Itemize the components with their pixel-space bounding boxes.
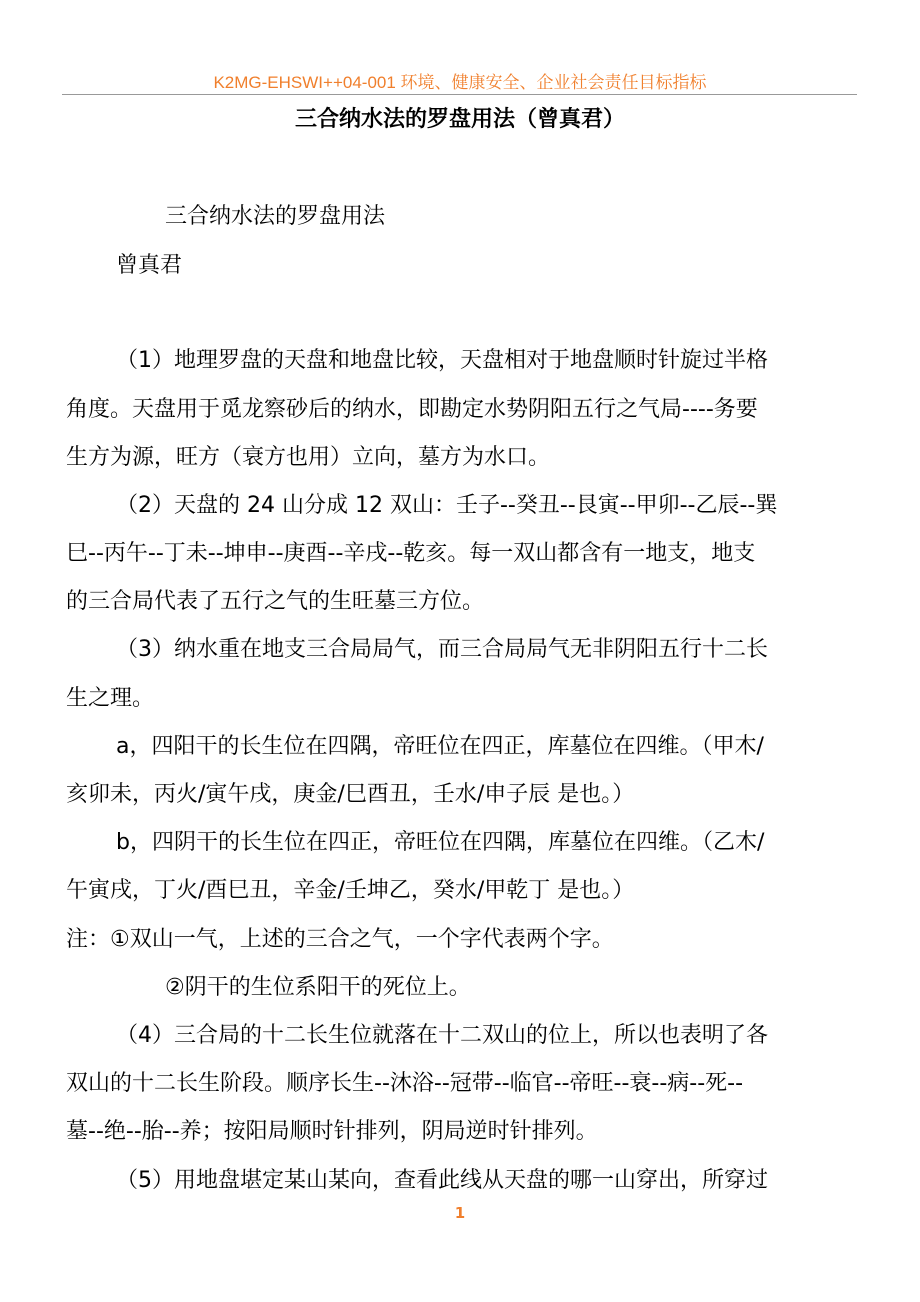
document-code-header: K2MG-EHSWI++04-001 环境、健康安全、企业社会责任目标指标 bbox=[213, 73, 707, 92]
body-line: 墓--绝--胎--养；按阳局顺时针排列，阴局逆时针排列。 bbox=[66, 1119, 598, 1144]
body-line: （2）天盘的 24 山分成 12 双山：壬子--癸丑--艮寅--甲卯--乙辰--巽 bbox=[116, 493, 778, 518]
body-line: 角度。天盘用于觅龙察砂后的纳水，即勘定水势阴阳五行之气局----务要 bbox=[66, 397, 758, 422]
body-line: 午寅戌，丁火/酉巳丑，辛金/壬坤乙，癸水/甲乾丁 是也。） bbox=[66, 878, 635, 903]
body-line: a，四阳干的长生位在四隅，帝旺位在四正，库墓位在四维。（甲木/ bbox=[116, 734, 764, 759]
body-line: （3）纳水重在地支三合局局气，而三合局局气无非阴阳五行十二长 bbox=[116, 637, 768, 662]
body-line: b，四阴干的长生位在四正，帝旺位在四隅，库墓位在四维。（乙木/ bbox=[116, 830, 765, 855]
body-line: 双山的十二长生阶段。顺序长生--沐浴--冠带--临官--帝旺--衰--病--死-- bbox=[66, 1071, 744, 1096]
body-line: 巳--丙午--丁未--坤申--庚酉--辛戌--乾亥。每一双山都含有一地支，地支 bbox=[66, 541, 756, 566]
body-line: 的三合局代表了五行之气的生旺墓三方位。 bbox=[66, 589, 485, 614]
body-line: 亥卯未，丙火/寅午戌，庚金/巳酉丑，壬水/申子辰 是也。） bbox=[66, 782, 635, 807]
body-line: （4）三合局的十二长生位就落在十二双山的位上，所以也表明了各 bbox=[116, 1023, 768, 1048]
subtitle: 三合纳水法的罗盘用法 bbox=[165, 204, 386, 229]
note-line: 注：①双山一气，上述的三合之气，一个字代表两个字。 bbox=[66, 927, 614, 952]
author: 曾真君 bbox=[116, 253, 183, 278]
page-number: 1 bbox=[454, 1204, 466, 1222]
note-line: ②阴干的生位系阳干的死位上。 bbox=[165, 975, 471, 1000]
page-title: 三合纳水法的罗盘用法（曾真君） bbox=[294, 107, 625, 132]
body-line: （5）用地盘堪定某山某向，查看此线从天盘的哪一山穿出，所穿过 bbox=[116, 1168, 768, 1193]
body-line: （1）地理罗盘的天盘和地盘比较，天盘相对于地盘顺时针旋过半格 bbox=[116, 348, 768, 373]
header-divider bbox=[62, 94, 857, 95]
body-line: 生方为源，旺方（衰方也用）立向，墓方为水口。 bbox=[66, 445, 551, 470]
body-line: 生之理。 bbox=[66, 686, 155, 711]
